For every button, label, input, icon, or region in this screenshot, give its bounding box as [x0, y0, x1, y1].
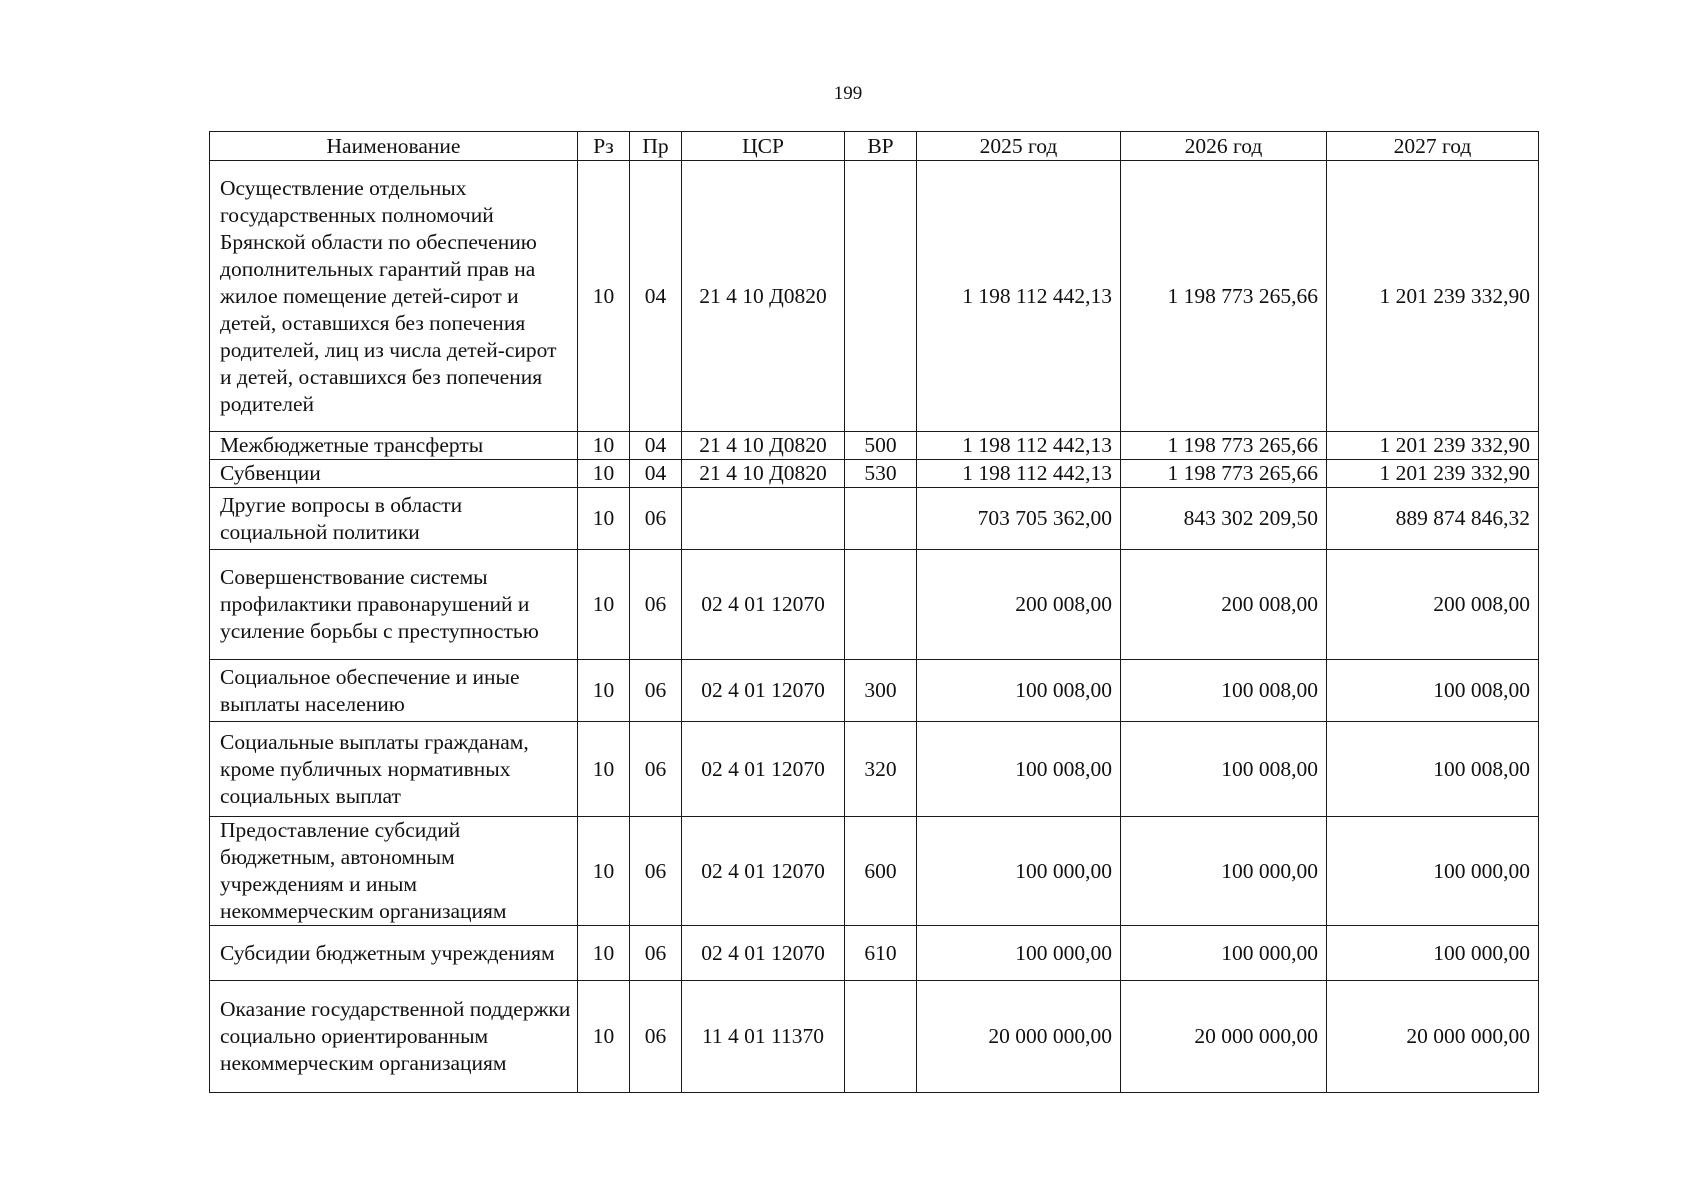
- cell-csr: 02 4 01 12070: [682, 926, 845, 981]
- cell-pr: 06: [630, 660, 682, 722]
- cell-vr: [845, 488, 917, 550]
- table-row: [210, 981, 1539, 1093]
- cell-pr: 06: [630, 550, 682, 660]
- cell-csr: 02 4 01 12070: [682, 817, 845, 926]
- cell-rz: 10: [578, 981, 630, 1093]
- cell-rz: 10: [578, 926, 630, 981]
- cell-name: Предоставление субсидий бюджетным, автономным учреждениям и иным некоммерческим организациям: [210, 817, 578, 926]
- cell-vr: 300: [845, 660, 917, 722]
- header-2027: 2027 год: [1327, 132, 1539, 161]
- cell-pr: 04: [630, 432, 682, 460]
- cell-vr: 320: [845, 722, 917, 817]
- cell-name: Совершенствование системы профилактики правонарушений и усиление борьбы с преступностью: [210, 550, 578, 660]
- cell-csr: 21 4 10 Д0820: [682, 460, 845, 488]
- cell-rz: 10: [578, 660, 630, 722]
- cell-pr: 04: [630, 161, 682, 432]
- header-2026: 2026 год: [1121, 132, 1327, 161]
- cell-2025: 100 008,00: [917, 660, 1121, 722]
- cell-name: Социальное обеспечение и иные выплаты населению: [210, 660, 578, 722]
- cell-2026: 20 000 000,00: [1121, 981, 1327, 1093]
- cell-vr: [845, 161, 917, 432]
- cell-2026: 100 000,00: [1121, 817, 1327, 926]
- header-csr: ЦСР: [682, 132, 845, 161]
- cell-csr: 21 4 10 Д0820: [682, 161, 845, 432]
- table-row: [210, 926, 1539, 981]
- cell-2027: 100 000,00: [1327, 926, 1539, 981]
- table-row: [210, 817, 1539, 926]
- cell-name: Осуществление отдельных государственных полномочий Брянской области по обеспечению дополнительных гарантий прав на жилое помещение детей-сирот и детей, оставшихся без попечения родителей, лиц из числа детей-сирот и детей, оставшихся без попечения родителей: [210, 161, 578, 432]
- cell-pr: 06: [630, 817, 682, 926]
- header-vr: ВР: [845, 132, 917, 161]
- cell-csr: 02 4 01 12070: [682, 660, 845, 722]
- cell-2025: 1 198 112 442,13: [917, 161, 1121, 432]
- cell-vr: 600: [845, 817, 917, 926]
- header-rz: Рз: [578, 132, 630, 161]
- cell-name: Социальные выплаты гражданам, кроме публичных нормативных социальных выплат: [210, 722, 578, 817]
- table-header-row: [210, 132, 1539, 161]
- cell-rz: 10: [578, 817, 630, 926]
- cell-2026: 100 008,00: [1121, 722, 1327, 817]
- cell-csr: 21 4 10 Д0820: [682, 432, 845, 460]
- header-pr: Пр: [630, 132, 682, 161]
- cell-name: Субсидии бюджетным учреждениям: [210, 926, 578, 981]
- cell-2027: 100 008,00: [1327, 722, 1539, 817]
- cell-vr: [845, 550, 917, 660]
- page-number: 199: [833, 83, 863, 104]
- cell-2026: 1 198 773 265,66: [1121, 460, 1327, 488]
- cell-2025: 200 008,00: [917, 550, 1121, 660]
- cell-rz: 10: [578, 161, 630, 432]
- cell-pr: 06: [630, 488, 682, 550]
- cell-csr: 02 4 01 12070: [682, 550, 845, 660]
- cell-name: Оказание государственной поддержки социально ориентированным некоммерческим организациям: [210, 981, 578, 1093]
- cell-2026: 1 198 773 265,66: [1121, 432, 1327, 460]
- cell-2026: 100 008,00: [1121, 660, 1327, 722]
- cell-2026: 1 198 773 265,66: [1121, 161, 1327, 432]
- cell-rz: 10: [578, 460, 630, 488]
- cell-2027: 1 201 239 332,90: [1327, 432, 1539, 460]
- cell-name: Субвенции: [210, 460, 578, 488]
- cell-pr: 04: [630, 460, 682, 488]
- cell-2026: 843 302 209,50: [1121, 488, 1327, 550]
- cell-rz: 10: [578, 488, 630, 550]
- cell-pr: 06: [630, 722, 682, 817]
- cell-pr: 06: [630, 981, 682, 1093]
- cell-2025: 20 000 000,00: [917, 981, 1121, 1093]
- table-row: [210, 460, 1539, 488]
- cell-2026: 100 000,00: [1121, 926, 1327, 981]
- table-row: [210, 432, 1539, 460]
- cell-2025: 100 008,00: [917, 722, 1121, 817]
- cell-csr: 02 4 01 12070: [682, 722, 845, 817]
- cell-2027: 20 000 000,00: [1327, 981, 1539, 1093]
- cell-2025: 100 000,00: [917, 817, 1121, 926]
- cell-pr: 06: [630, 926, 682, 981]
- header-name: Наименование: [210, 132, 578, 161]
- cell-2027: 200 008,00: [1327, 550, 1539, 660]
- cell-2025: 1 198 112 442,13: [917, 460, 1121, 488]
- cell-vr: 530: [845, 460, 917, 488]
- cell-csr: [682, 488, 845, 550]
- cell-2027: 1 201 239 332,90: [1327, 161, 1539, 432]
- table-row: [210, 550, 1539, 660]
- cell-name: Межбюджетные трансферты: [210, 432, 578, 460]
- budget-table: [209, 131, 1539, 1093]
- cell-vr: 500: [845, 432, 917, 460]
- cell-csr: 11 4 01 11370: [682, 981, 845, 1093]
- cell-vr: 610: [845, 926, 917, 981]
- cell-2027: 100 008,00: [1327, 660, 1539, 722]
- cell-2026: 200 008,00: [1121, 550, 1327, 660]
- cell-vr: [845, 981, 917, 1093]
- cell-2027: 1 201 239 332,90: [1327, 460, 1539, 488]
- cell-2027: 100 000,00: [1327, 817, 1539, 926]
- cell-name: Другие вопросы в области социальной политики: [210, 488, 578, 550]
- table-row: [210, 722, 1539, 817]
- table-row: [210, 660, 1539, 722]
- cell-rz: 10: [578, 550, 630, 660]
- table-row: [210, 488, 1539, 550]
- cell-rz: 10: [578, 722, 630, 817]
- table-row: [210, 161, 1539, 432]
- cell-2025: 703 705 362,00: [917, 488, 1121, 550]
- header-2025: 2025 год: [917, 132, 1121, 161]
- cell-2027: 889 874 846,32: [1327, 488, 1539, 550]
- cell-rz: 10: [578, 432, 630, 460]
- cell-2025: 1 198 112 442,13: [917, 432, 1121, 460]
- cell-2025: 100 000,00: [917, 926, 1121, 981]
